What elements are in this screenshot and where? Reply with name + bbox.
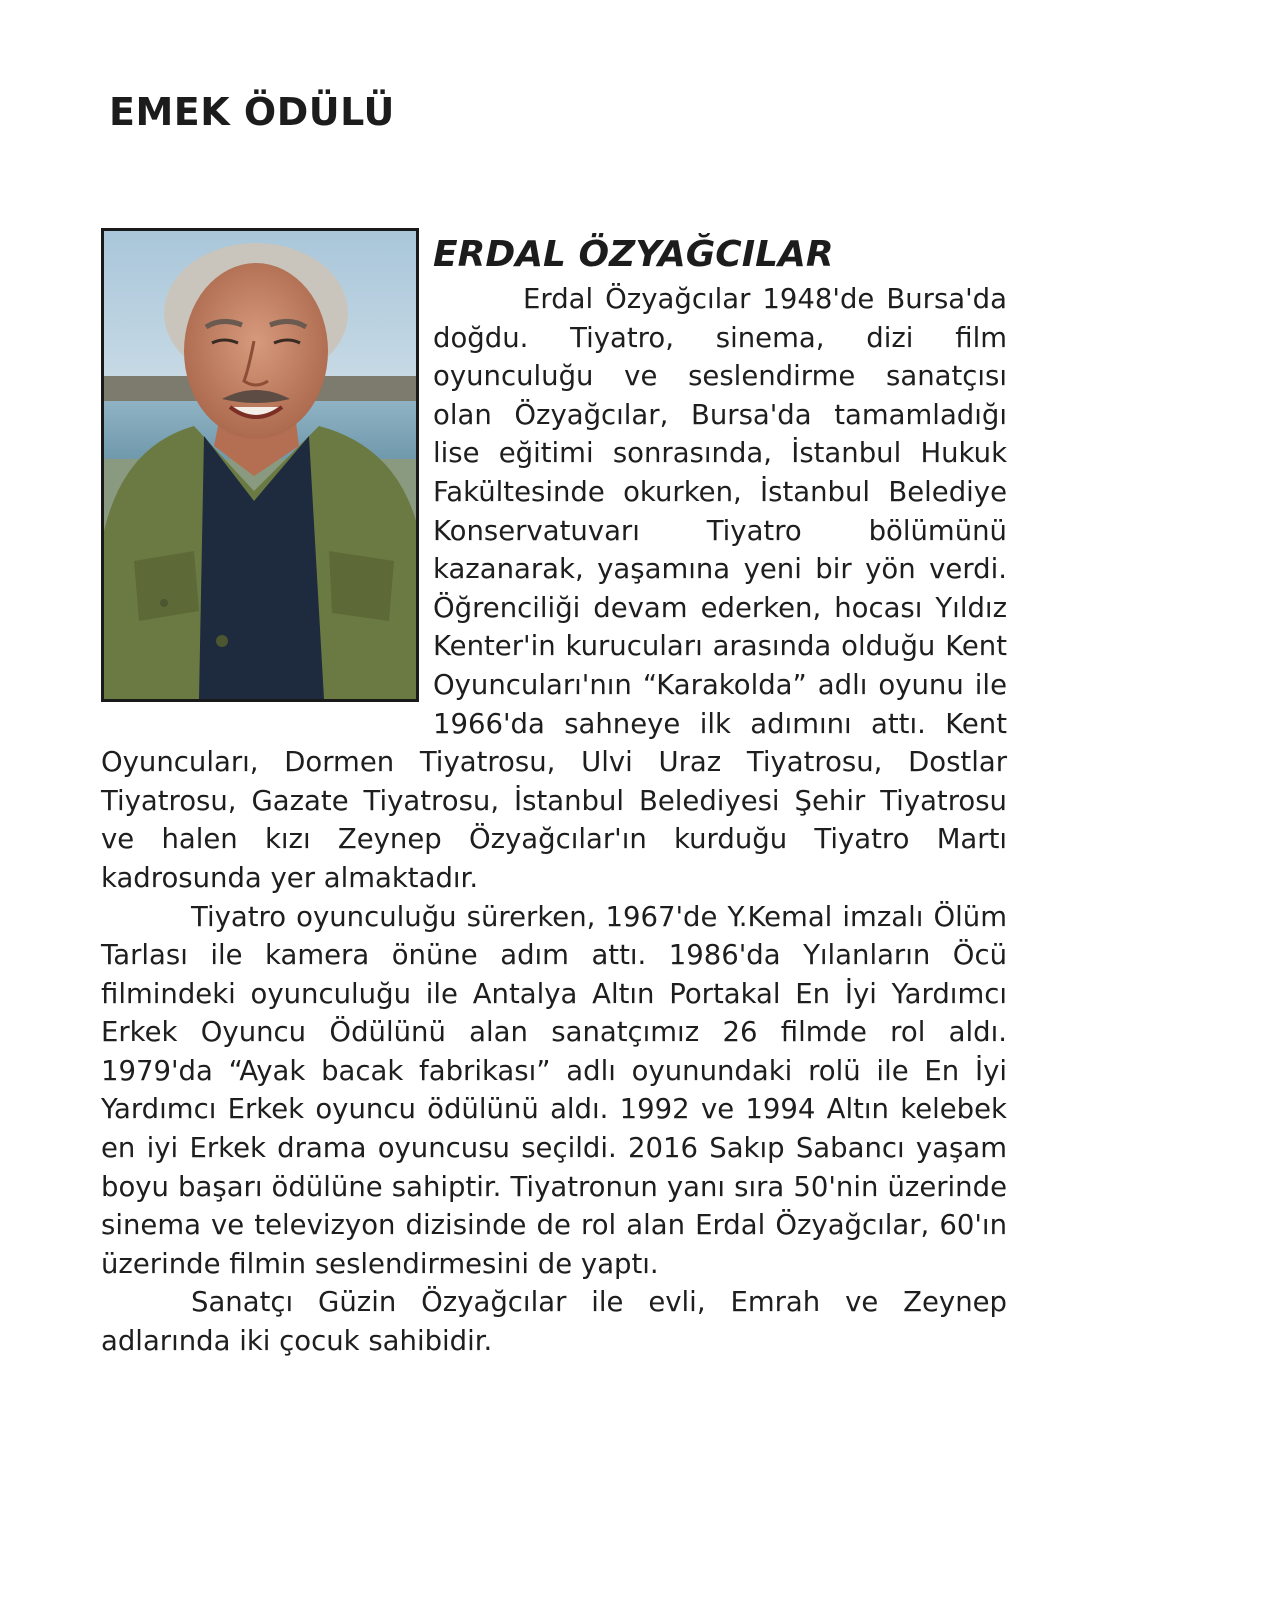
- article-body: [101, 226, 1007, 1361]
- paragraph: Sanatçı Güzin Özyağcılar ile evli, Emrah ve Zeynep adlarında iki çocuk sahibidir.: [101, 1286, 1007, 1358]
- person-name: ERDAL ÖZYAĞCILAR: [433, 234, 834, 275]
- paragraph: Tiyatro oyunculuğu sürerken, 1967'de Y.Kemal imzalı Ölüm Tarlası ile kamera önüne adım attı. 1986'da Yılanların Öcü filmindeki oyunculuğu ile Antalya Altın Portakal En İyi Yardımcı Erkek Oyuncu Ödülünü alan sanatçımız 26 filmde rol aldı. 1979'da “Ayak bacak fabrikası” adlı oyunundaki rolü ile En İyi Yardımcı Erkek oyuncu ödülünü aldı. 1992 ve 1994 Altın kelebek en iyi Erkek drama oyuncusu seçildi. 2016 Sakıp Sabancı yaşam boyu başarı ödülüne sahiptir. Tiyatronun yanı sıra 50'nin üzerinde sinema ve televizyon dizisinde de rol alan Erdal Özyağcılar, 60'ın üzerinde filmin seslendirmesini de yaptı.: [101, 900, 1007, 1280]
- section-heading: EMEK ÖDÜLÜ: [109, 90, 395, 134]
- paragraph: Erdal Özyağcılar 1948'de Bursa'da doğdu. Tiyatro, sinema, dizi film oyunculuğu ve seslendirme sanatçısı olan Özyağcılar, Bursa'da tamamladığı lise eğitimi sonrasında, İstanbul Hukuk Fakültesinde okurken, İstanbul Belediye Konservatuvarı Tiyatro bölümünü kazanarak, yaşamına yeni bir yön verdi. Öğrenciliği devam ederken, hocası Yıldız Kenter'in kurucuları arasında olduğu Kent Oyuncuları'nın “Karakolda” adlı oyunu ile 1966'da sahneye ilk adımını attı. Kent Oyuncuları, Dormen Tiyatrosu, Ulvi Uraz Tiyatrosu, Dostlar Tiyatrosu, Gazate Tiyatrosu, İstanbul Belediyesi Şehir Tiyatrosu ve halen kızı Zeynep Özyağcılar'ın kurduğu Tiyatro Martı kadrosunda yer almaktadır.: [101, 283, 1007, 894]
- photo-wrap-spacer: [101, 226, 419, 720]
